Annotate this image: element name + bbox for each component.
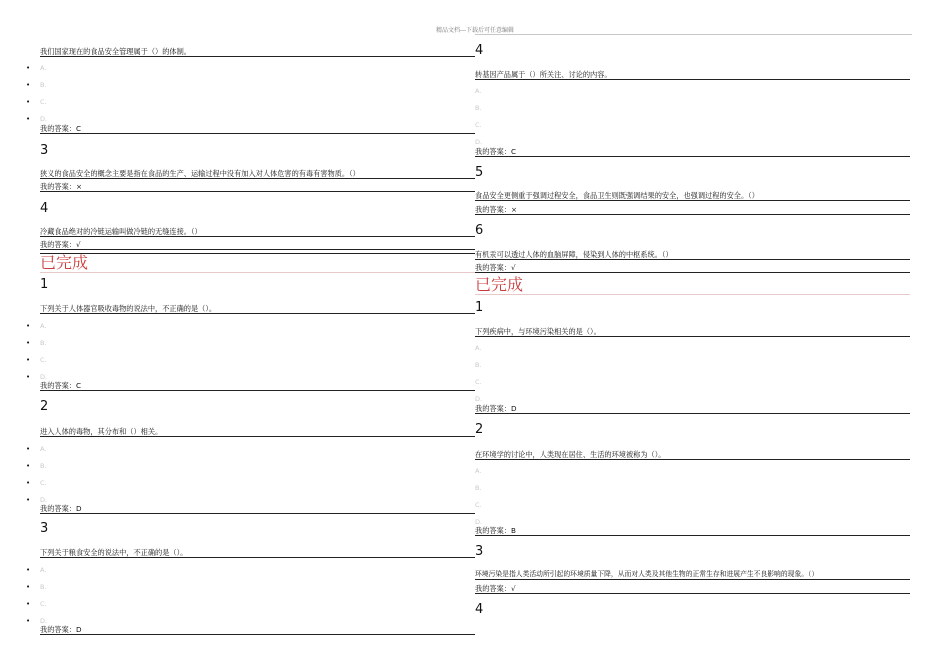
option-b[interactable]: B. [475,361,482,369]
list-bullet: • [26,600,31,608]
option-d[interactable]: D. [40,617,48,625]
option-a[interactable]: A. [475,87,482,95]
page-header: 精品文档---下载后可任意编辑 [435,27,515,34]
question-text: 在环境学的讨论中，人类现在居住、生活的环境被称为（）。 [475,450,910,460]
question-number: 5 [475,165,484,180]
option-b[interactable]: B. [40,81,47,89]
option-a[interactable]: A. [475,344,482,352]
my-answer: 我的答案：B [475,526,910,536]
list-bullet: • [26,81,31,89]
question-number: 1 [475,300,484,315]
question-text: 我们国家现在的食品安全管理属于（）的体制。 [40,47,475,57]
my-answer: 我的答案：√ [40,240,475,250]
list-bullet: • [26,339,31,347]
my-answer: 我的答案：× [40,182,475,192]
question-number: 2 [40,399,49,414]
my-answer: 我的答案：D [40,504,475,514]
question-number: 1 [40,277,49,292]
option-b[interactable]: B. [40,339,47,347]
question-number: 4 [475,602,484,617]
question-text: 有机汞可以透过人体的血脑屏障，侵染到人体的中枢系统。（） [475,250,910,260]
list-bullet: • [26,496,31,504]
my-answer: 我的答案：D [475,404,910,414]
option-c[interactable]: C. [40,479,47,487]
option-d[interactable]: D. [475,395,483,403]
option-a[interactable]: A. [40,566,47,574]
question-text: 狭义的食品安全的概念主要是指在食品的生产、运输过程中没有加入对人体危害的有毒有害物质。（） [40,169,475,179]
option-d[interactable]: D. [40,373,48,381]
completed-label: 已完成 [475,275,524,294]
question-number: 4 [40,201,49,216]
question-number: 2 [475,422,484,437]
option-d[interactable]: D. [475,138,483,146]
list-bullet: • [26,479,31,487]
list-bullet: • [26,617,31,625]
question-text: 下列关于粮食安全的说法中，不正确的是（）。 [40,548,475,558]
list-bullet: • [26,445,31,453]
question-number: 6 [475,223,484,238]
option-c[interactable]: C. [475,121,482,129]
option-b[interactable]: B. [475,104,482,112]
question-text: 环境污染是指人类活动所引起的环境质量下降，从而对人类及其他生物的正常生存和进展产生不良影响的现象。（） [475,570,910,580]
option-c[interactable]: C. [475,501,482,509]
option-c[interactable]: C. [40,600,47,608]
question-text: 下列关于人体器官吸收毒物的说法中，不正确的是（）。 [40,304,475,314]
list-bullet: • [26,566,31,574]
list-bullet: • [26,462,31,470]
option-c[interactable]: C. [40,98,47,106]
question-number: 3 [40,143,49,158]
option-a[interactable]: A. [40,445,47,453]
option-d[interactable]: D. [475,518,483,526]
question-text: 下列疾病中，与环境污染相关的是（）。 [475,327,910,337]
section-divider [40,253,475,254]
question-text: 食品安全更侧重于强调过程安全，食品卫生则既强调结果的安全，也强调过程的安全。（） [475,191,910,201]
list-bullet: • [26,356,31,364]
option-b[interactable]: B. [40,583,47,591]
my-answer: 我的答案：C [40,381,475,391]
header-rule [475,34,912,35]
list-bullet: • [26,98,31,106]
my-answer: 我的答案：√ [475,584,910,594]
option-d[interactable]: D. [40,115,48,123]
option-a[interactable]: A. [40,322,47,330]
option-a[interactable]: A. [40,64,47,72]
section-divider [40,272,475,273]
my-answer: 我的答案：C [475,147,910,157]
my-answer: 我的答案：× [475,205,910,215]
list-bullet: • [26,583,31,591]
section-divider [475,294,910,295]
my-answer: 我的答案：D [40,625,475,635]
list-bullet: • [26,373,31,381]
option-d[interactable]: D. [40,496,48,504]
list-bullet: • [26,115,31,123]
question-number: 3 [475,544,484,559]
list-bullet: • [26,64,31,72]
question-text: 进入人体的毒物，其分布和（）相关。 [40,427,475,437]
option-c[interactable]: C. [475,378,482,386]
option-a[interactable]: A. [475,467,482,475]
question-number: 4 [475,43,484,58]
question-text: 转基因产品属于（）所关注、讨论的内容。 [475,70,910,80]
list-bullet: • [26,322,31,330]
my-answer: 我的答案：√ [475,263,910,273]
option-b[interactable]: B. [40,462,47,470]
completed-label: 已完成 [40,253,89,272]
my-answer: 我的答案：C [40,124,475,134]
option-b[interactable]: B. [475,484,482,492]
question-number: 3 [40,521,49,536]
option-c[interactable]: C. [40,356,47,364]
question-text: 冷藏食品绝对的冷链运输叫做冷链的无缝连接。（） [40,227,475,237]
